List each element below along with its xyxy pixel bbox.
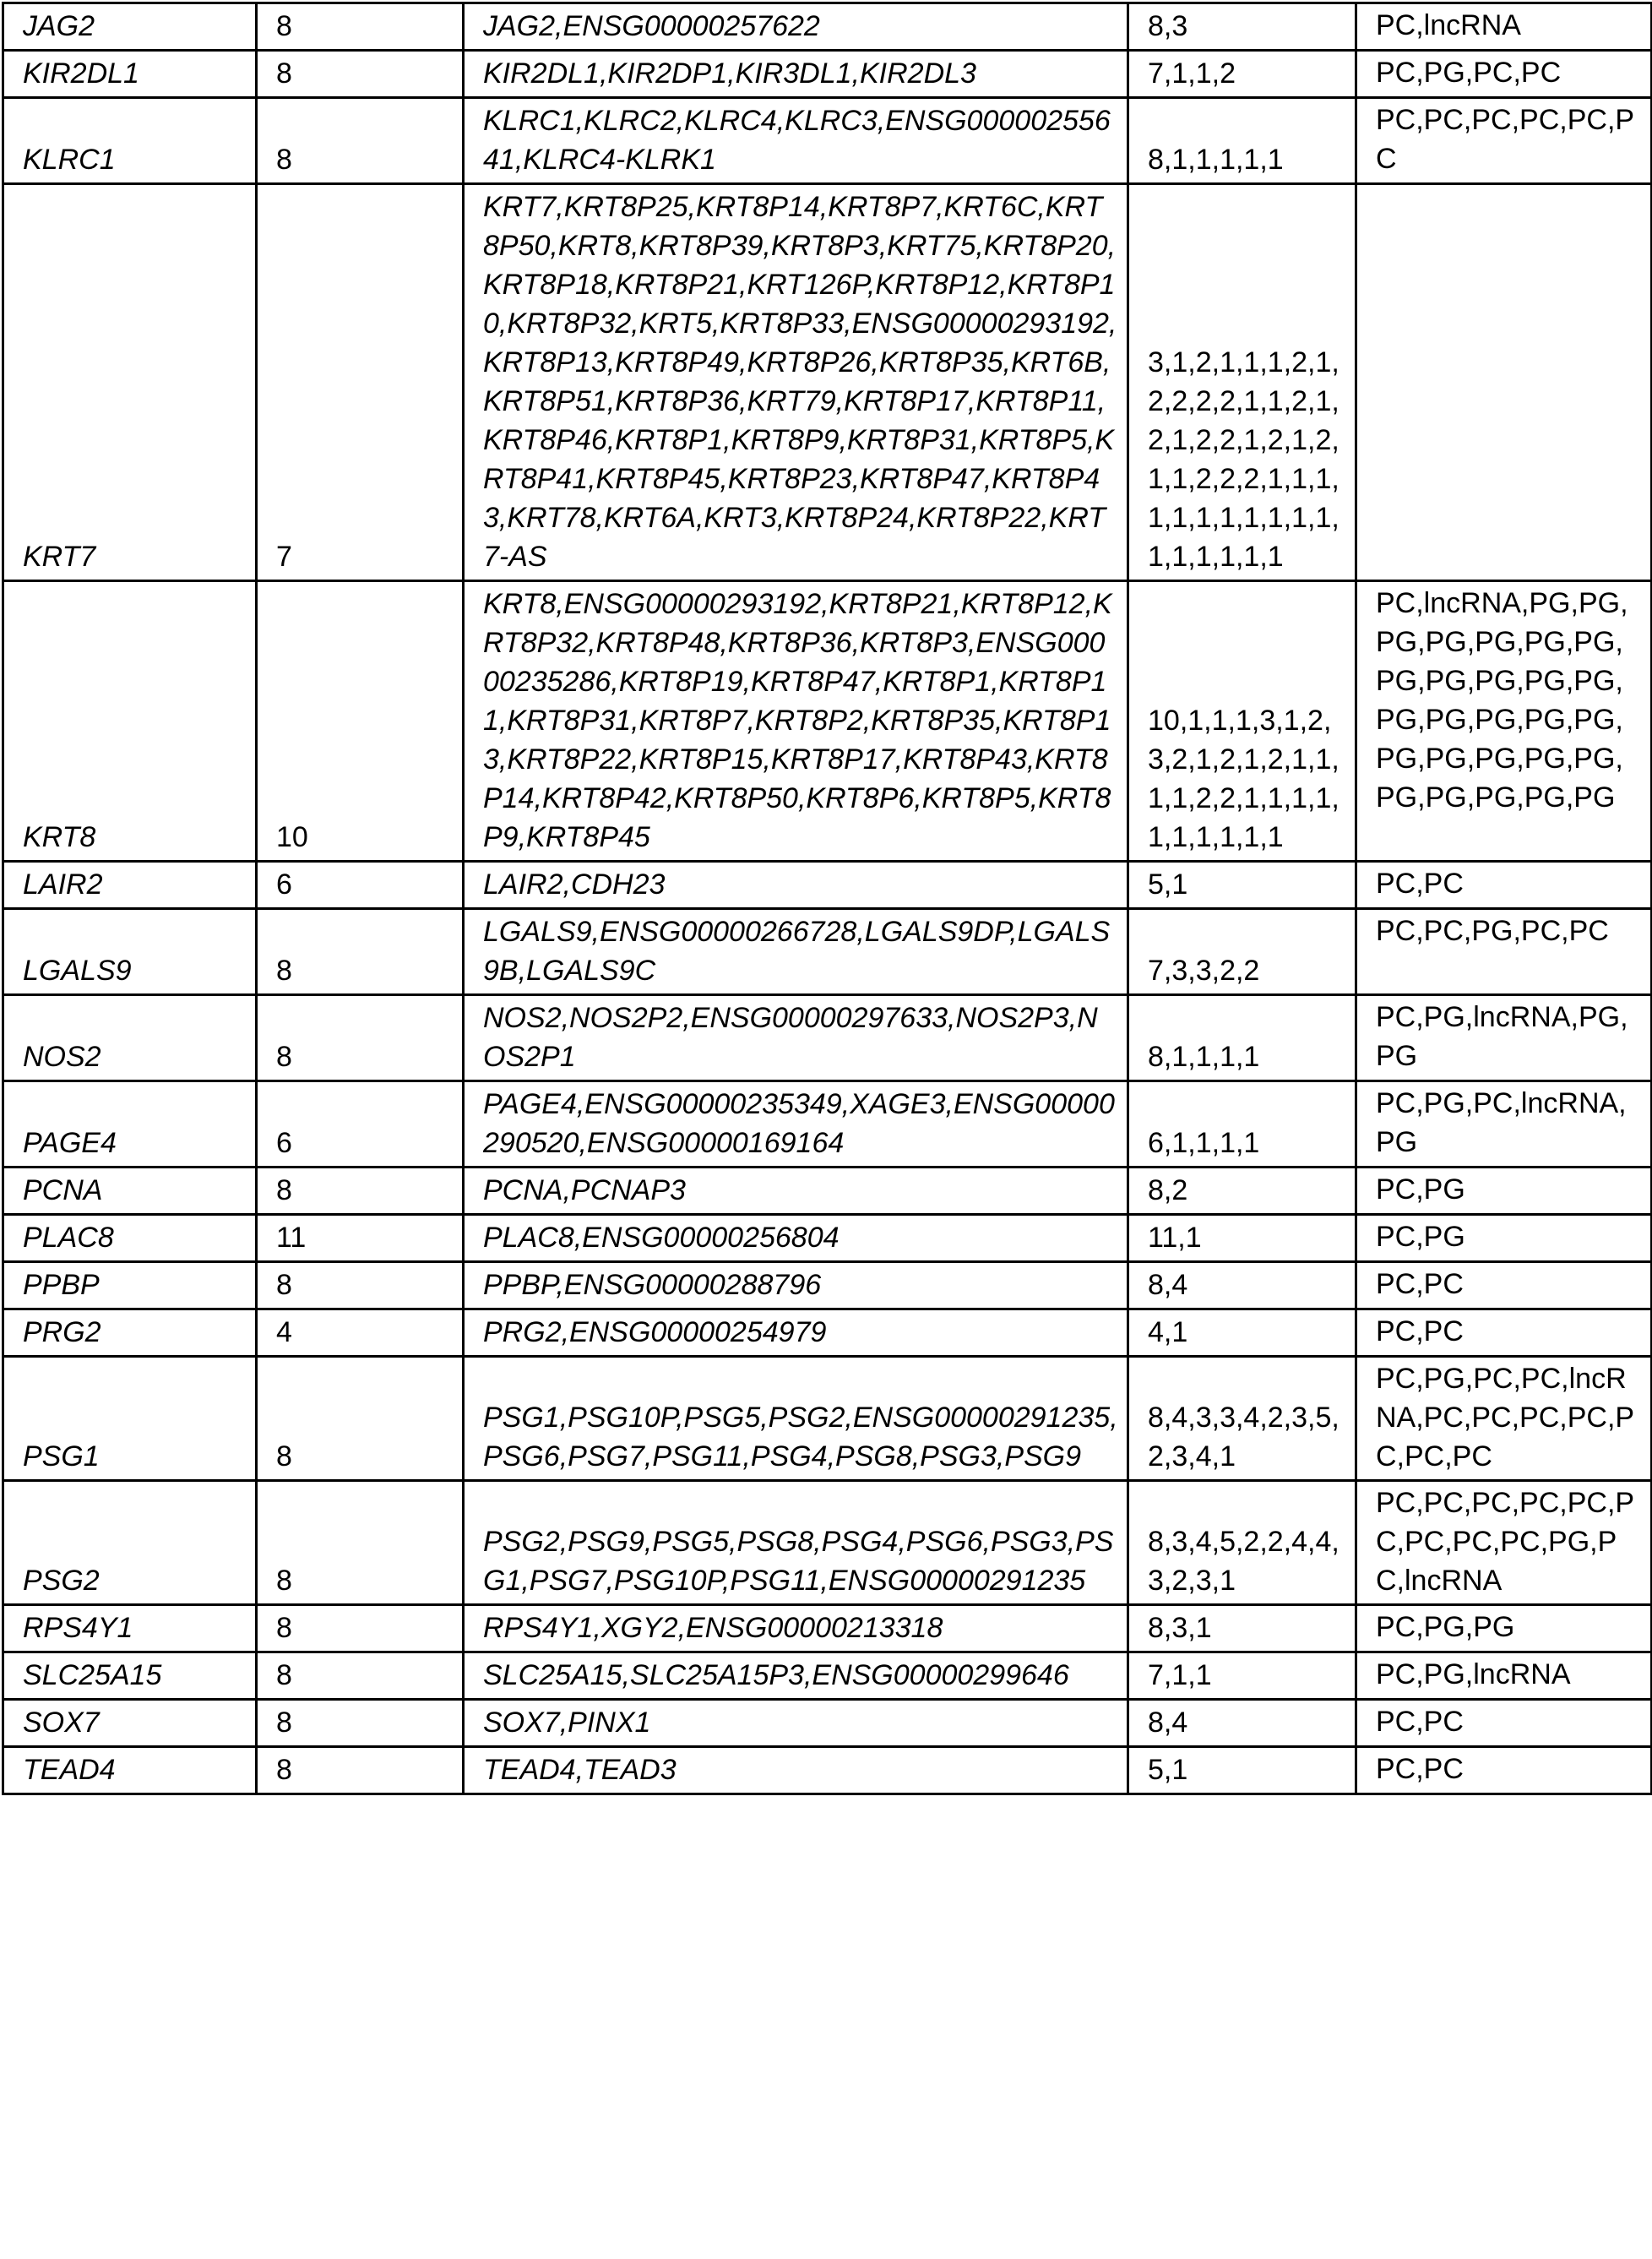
count-cell: 8 <box>257 1168 464 1215</box>
count-cell: 8 <box>257 1605 464 1652</box>
numbers-cell: 7,1,1 <box>1128 1652 1356 1700</box>
related-genes-cell: JAG2,ENSG00000257622 <box>464 3 1128 51</box>
related-genes-cell: PSG1,PSG10P,PSG5,PSG2,ENSG00000291235,PSG6,PSG7,PSG11,PSG4,PSG8,PSG3,PSG9 <box>464 1357 1128 1481</box>
gene-types-cell: PC,PC,PC,PC,PC,PC,PC,PC,PC,PG,PC,lncRNA <box>1356 1481 1652 1605</box>
gene-types-cell: PC,PG,lncRNA,PG,PG <box>1356 995 1652 1081</box>
count-cell: 8 <box>257 1481 464 1605</box>
numbers-cell: 3,1,2,1,1,1,2,1,2,2,2,2,1,1,2,1,2,1,2,2,1,2,1,2,1,1,2,2,2,1,1,1,1,1,1,1,1,1,1,1,1,1,1,1,1,1 <box>1128 184 1356 581</box>
gene-cell: TEAD4 <box>3 1747 257 1794</box>
gene-types-cell: PC,PG,PG <box>1356 1605 1652 1652</box>
related-genes-cell: PLAC8,ENSG00000256804 <box>464 1215 1128 1262</box>
numbers-cell: 8,3,4,5,2,2,4,4,3,2,3,1 <box>1128 1481 1356 1605</box>
gene-types-cell: PC,PG <box>1356 1215 1652 1262</box>
gene-cell: PCNA <box>3 1168 257 1215</box>
gene-cell: PSG1 <box>3 1357 257 1481</box>
count-cell: 6 <box>257 1081 464 1168</box>
table-row <box>3 184 1652 581</box>
table-row <box>3 1262 1652 1309</box>
numbers-cell: 5,1 <box>1128 1747 1356 1794</box>
count-cell: 8 <box>257 909 464 995</box>
gene-cell: SOX7 <box>3 1700 257 1747</box>
gene-types-cell: PC,PC <box>1356 1700 1652 1747</box>
gene-cell: PAGE4 <box>3 1081 257 1168</box>
numbers-cell: 8,4,3,3,4,2,3,5,2,3,4,1 <box>1128 1357 1356 1481</box>
numbers-cell: 10,1,1,1,3,1,2,3,2,1,2,1,2,1,1,1,1,2,2,1,1,1,1,1,1,1,1,1,1 <box>1128 581 1356 862</box>
gene-cell: PRG2 <box>3 1309 257 1357</box>
table-row <box>3 581 1652 862</box>
count-cell: 7 <box>257 184 464 581</box>
numbers-cell: 8,3,1 <box>1128 1605 1356 1652</box>
gene-types-cell: PC,PC,PG,PC,PC <box>1356 909 1652 995</box>
gene-types-cell: PC,PG,lncRNA <box>1356 1652 1652 1700</box>
table-row <box>3 1168 1652 1215</box>
related-genes-cell: RPS4Y1,XGY2,ENSG00000213318 <box>464 1605 1128 1652</box>
table-row <box>3 98 1652 184</box>
table-row <box>3 909 1652 995</box>
related-genes-cell: KLRC1,KLRC2,KLRC4,KLRC3,ENSG00000255641,KLRC4-KLRK1 <box>464 98 1128 184</box>
table-row <box>3 3 1652 51</box>
related-genes-cell: PCNA,PCNAP3 <box>464 1168 1128 1215</box>
table-row <box>3 1081 1652 1168</box>
gene-types-cell <box>1356 184 1652 581</box>
count-cell: 8 <box>257 98 464 184</box>
related-genes-cell: LGALS9,ENSG00000266728,LGALS9DP,LGALS9B,LGALS9C <box>464 909 1128 995</box>
gene-types-cell: PC,PG,PC,PC,lncRNA,PC,PC,PC,PC,PC,PC,PC <box>1356 1357 1652 1481</box>
related-genes-cell: PAGE4,ENSG00000235349,XAGE3,ENSG00000290520,ENSG00000169164 <box>464 1081 1128 1168</box>
related-genes-cell: KRT7,KRT8P25,KRT8P14,KRT8P7,KRT6C,KRT8P50,KRT8,KRT8P39,KRT8P3,KRT75,KRT8P20,KRT8P18,KRT8P21,KRT126P,KRT8P12,KRT8P10,KRT8P32,KRT5,KRT8P33,ENSG00000293192,KRT8P13,KRT8P49,KRT8P26,KRT8P35,KRT6B,KRT8P51,KRT8P36,KRT79,KRT8P17,KRT8P11,KRT8P46,KRT8P1,KRT8P9,KRT8P31,KRT8P5,KRT8P41,KRT8P45,KRT8P23,KRT8P47,KRT8P43,KRT78,KRT6A,KRT3,KRT8P24,KRT8P22,KRT7-AS <box>464 184 1128 581</box>
table-row <box>3 51 1652 98</box>
numbers-cell: 7,3,3,2,2 <box>1128 909 1356 995</box>
gene-table-body <box>3 3 1652 1794</box>
gene-types-cell: PC,PG,PC,PC <box>1356 51 1652 98</box>
related-genes-cell: TEAD4,TEAD3 <box>464 1747 1128 1794</box>
numbers-cell: 8,3 <box>1128 3 1356 51</box>
count-cell: 8 <box>257 1747 464 1794</box>
count-cell: 8 <box>257 1700 464 1747</box>
gene-cell: SLC25A15 <box>3 1652 257 1700</box>
gene-cell: JAG2 <box>3 3 257 51</box>
related-genes-cell: NOS2,NOS2P2,ENSG00000297633,NOS2P3,NOS2P1 <box>464 995 1128 1081</box>
gene-types-cell: PC,PC,PC,PC,PC,PC <box>1356 98 1652 184</box>
related-genes-cell: SOX7,PINX1 <box>464 1700 1128 1747</box>
count-cell: 8 <box>257 3 464 51</box>
count-cell: 6 <box>257 862 464 909</box>
gene-cell: PLAC8 <box>3 1215 257 1262</box>
numbers-cell: 8,1,1,1,1,1 <box>1128 98 1356 184</box>
gene-cell: LAIR2 <box>3 862 257 909</box>
table-row <box>3 995 1652 1081</box>
count-cell: 8 <box>257 1357 464 1481</box>
related-genes-cell: PPBP,ENSG00000288796 <box>464 1262 1128 1309</box>
numbers-cell: 8,1,1,1,1 <box>1128 995 1356 1081</box>
gene-cell: KRT8 <box>3 581 257 862</box>
gene-types-cell: PC,PG,PC,lncRNA,PG <box>1356 1081 1652 1168</box>
gene-types-cell: PC,PC <box>1356 1747 1652 1794</box>
count-cell: 8 <box>257 1262 464 1309</box>
gene-cell: KIR2DL1 <box>3 51 257 98</box>
count-cell: 8 <box>257 51 464 98</box>
related-genes-cell: PSG2,PSG9,PSG5,PSG8,PSG4,PSG6,PSG3,PSG1,PSG7,PSG10P,PSG11,ENSG00000291235 <box>464 1481 1128 1605</box>
gene-types-cell: PC,PG <box>1356 1168 1652 1215</box>
table-row <box>3 862 1652 909</box>
related-genes-cell: KIR2DL1,KIR2DP1,KIR3DL1,KIR2DL3 <box>464 51 1128 98</box>
gene-table <box>2 2 1652 1795</box>
gene-cell: PPBP <box>3 1262 257 1309</box>
count-cell: 8 <box>257 1652 464 1700</box>
table-row <box>3 1652 1652 1700</box>
numbers-cell: 7,1,1,2 <box>1128 51 1356 98</box>
gene-cell: NOS2 <box>3 995 257 1081</box>
count-cell: 11 <box>257 1215 464 1262</box>
count-cell: 8 <box>257 995 464 1081</box>
gene-cell: PSG2 <box>3 1481 257 1605</box>
numbers-cell: 11,1 <box>1128 1215 1356 1262</box>
count-cell: 4 <box>257 1309 464 1357</box>
table-row <box>3 1309 1652 1357</box>
gene-cell: RPS4Y1 <box>3 1605 257 1652</box>
related-genes-cell: KRT8,ENSG00000293192,KRT8P21,KRT8P12,KRT8P32,KRT8P48,KRT8P36,KRT8P3,ENSG00000235286,KRT8P19,KRT8P47,KRT8P1,KRT8P11,KRT8P31,KRT8P7,KRT8P2,KRT8P35,KRT8P13,KRT8P22,KRT8P15,KRT8P17,KRT8P43,KRT8P14,KRT8P42,KRT8P50,KRT8P6,KRT8P5,KRT8P9,KRT8P45 <box>464 581 1128 862</box>
gene-types-cell: PC,lncRNA <box>1356 3 1652 51</box>
related-genes-cell: PRG2,ENSG00000254979 <box>464 1309 1128 1357</box>
table-row <box>3 1357 1652 1481</box>
numbers-cell: 6,1,1,1,1 <box>1128 1081 1356 1168</box>
related-genes-cell: LAIR2,CDH23 <box>464 862 1128 909</box>
gene-cell: KRT7 <box>3 184 257 581</box>
gene-types-cell: PC,lncRNA,PG,PG,PG,PG,PG,PG,PG,PG,PG,PG,PG,PG,PG,PG,PG,PG,PG,PG,PG,PG,PG,PG,PG,PG,PG,PG,PG <box>1356 581 1652 862</box>
table-row <box>3 1481 1652 1605</box>
table-row <box>3 1605 1652 1652</box>
related-genes-cell: SLC25A15,SLC25A15P3,ENSG00000299646 <box>464 1652 1128 1700</box>
gene-types-cell: PC,PC <box>1356 1262 1652 1309</box>
numbers-cell: 5,1 <box>1128 862 1356 909</box>
count-cell: 10 <box>257 581 464 862</box>
table-row <box>3 1215 1652 1262</box>
gene-types-cell: PC,PC <box>1356 862 1652 909</box>
gene-cell: LGALS9 <box>3 909 257 995</box>
gene-cell: KLRC1 <box>3 98 257 184</box>
numbers-cell: 8,2 <box>1128 1168 1356 1215</box>
table-row <box>3 1700 1652 1747</box>
table-row <box>3 1747 1652 1794</box>
numbers-cell: 8,4 <box>1128 1700 1356 1747</box>
numbers-cell: 8,4 <box>1128 1262 1356 1309</box>
gene-types-cell: PC,PC <box>1356 1309 1652 1357</box>
numbers-cell: 4,1 <box>1128 1309 1356 1357</box>
